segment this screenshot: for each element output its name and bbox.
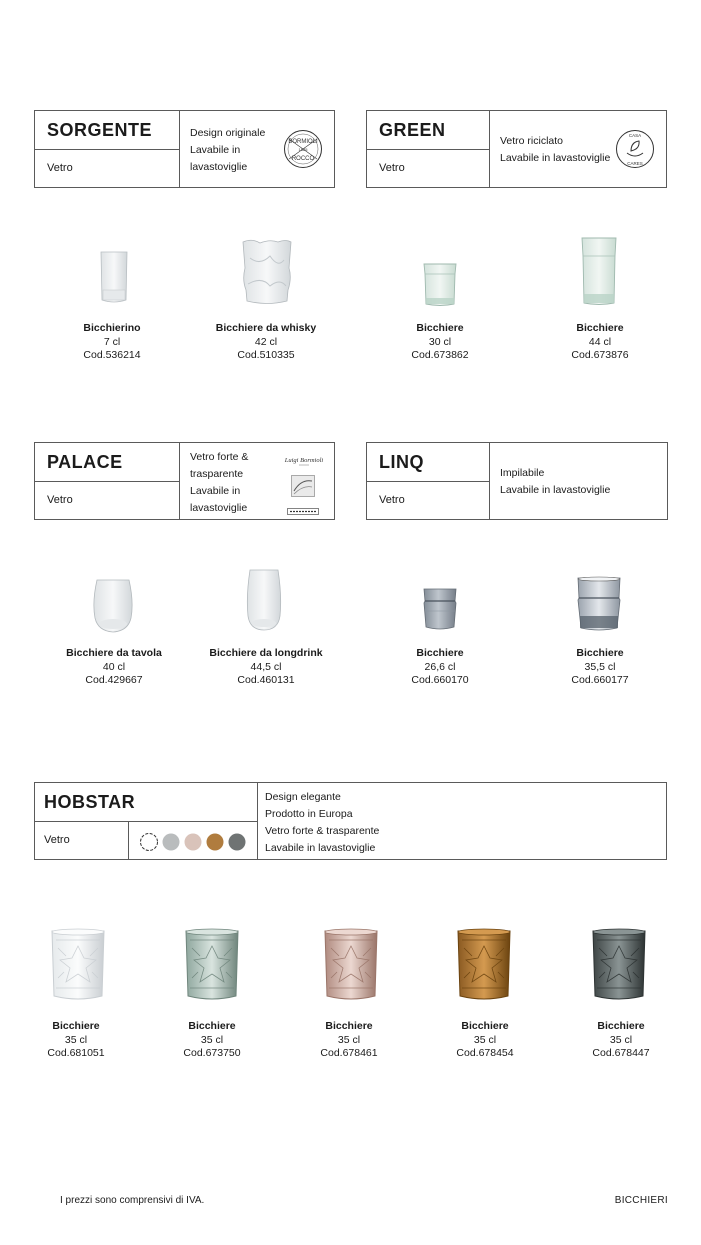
sparkle-glass-icon	[291, 475, 315, 502]
product-image-table-glass	[92, 578, 134, 634]
logo-text-year: 1825	[298, 147, 308, 152]
product-caption	[132, 1020, 292, 1061]
product-code: Cod.510335	[237, 349, 295, 361]
product-size: 42 cl	[254, 335, 278, 348]
certification-badge-icon	[287, 502, 319, 520]
linq-info-box	[366, 442, 668, 520]
product-name: Bicchiere	[325, 1020, 373, 1032]
feature-text: Lavabile in lavastoviglie	[265, 842, 376, 854]
product-code: Cod.673862	[411, 349, 469, 361]
feature-text: Lavabile in lavastoviglie	[500, 484, 611, 496]
sorgente-info-box	[34, 110, 335, 188]
logo-text-cares: CARES	[627, 161, 643, 166]
feature-text: Lavabile in	[190, 144, 241, 156]
logo-text-bormioli: BORMIOLI	[288, 139, 318, 145]
product-size: 35 cl	[609, 1033, 633, 1046]
product-caption	[520, 322, 680, 363]
feature-text: Design elegante	[265, 791, 341, 803]
product-image-bicchierino	[99, 250, 129, 305]
sorgente-left-panel	[35, 111, 180, 187]
product-caption	[360, 647, 520, 688]
product-image-hobstar-glass	[323, 928, 379, 1002]
product-image-longdrink-glass	[246, 568, 282, 632]
hobstar-features	[265, 789, 379, 857]
product-code: Cod.460131	[237, 674, 295, 686]
feature-text: Lavabile in lavastoviglie	[500, 152, 611, 164]
product-code: Cod.681051	[47, 1047, 105, 1059]
color-swatch	[229, 834, 246, 851]
green-title: GREEN	[367, 111, 489, 150]
sorgente-title: SORGENTE	[35, 111, 179, 150]
product-name: Bicchiere	[576, 647, 624, 659]
hobstar-material: Vetro	[44, 834, 70, 846]
color-divider	[128, 822, 129, 859]
product-code: Cod.678461	[320, 1047, 378, 1059]
product-size: 35 cl	[200, 1033, 224, 1046]
feature-text: Vetro forte & trasparente	[265, 825, 380, 837]
product-name: Bicchiere da tavola	[66, 647, 162, 659]
product-image-linq-glass-35cl	[576, 576, 622, 632]
product-caption	[34, 647, 194, 688]
product-code: Cod.673876	[571, 349, 629, 361]
logo-text-rocco: ROCCO	[291, 156, 315, 162]
product-size: 35,5 cl	[584, 660, 616, 673]
product-size: 40 cl	[102, 660, 126, 673]
sorgente-material: Vetro	[47, 162, 73, 174]
feature-text: Lavabile in	[190, 485, 241, 497]
product-caption	[186, 322, 346, 363]
product-size: 35 cl	[64, 1033, 88, 1046]
product-image-linq-glass-26cl	[422, 587, 458, 631]
product-name: Bicchiere	[597, 1020, 645, 1032]
bormioli-rocco-logo	[283, 129, 323, 174]
linq-material: Vetro	[379, 494, 405, 506]
product-image-hobstar-glass	[184, 928, 240, 1002]
product-image-hobstar-glass	[50, 928, 106, 1002]
feature-text: Vetro riciclato	[500, 135, 564, 147]
palace-material: Vetro	[47, 494, 73, 506]
product-caption	[541, 1020, 701, 1061]
product-image-green-glass-30cl	[422, 262, 458, 307]
product-size: 44 cl	[588, 335, 612, 348]
hobstar-info-box	[34, 782, 667, 860]
page-category: BICCHIERI	[614, 1195, 668, 1206]
color-swatch	[163, 834, 180, 851]
logo-text-casa: CASA	[628, 133, 642, 138]
luigi-bormioli-logo	[284, 453, 324, 474]
product-image-hobstar-glass	[591, 928, 647, 1002]
color-swatch	[207, 834, 224, 851]
green-left-panel	[367, 111, 490, 187]
feature-text: trasparente	[190, 468, 244, 480]
swatch-group	[139, 832, 249, 852]
product-caption	[520, 647, 680, 688]
feature-text: lavastoviglie	[190, 161, 248, 173]
product-code: Cod.536214	[83, 349, 141, 361]
linq-title: LINQ	[367, 443, 489, 482]
vat-note: I prezzi sono comprensivi di IVA.	[60, 1195, 205, 1206]
green-features	[500, 133, 610, 167]
palace-features	[190, 449, 248, 517]
product-code: Cod.660170	[411, 674, 469, 686]
feature-text: Impilabile	[500, 467, 545, 479]
product-caption	[186, 647, 346, 688]
product-code: Cod.429667	[85, 674, 143, 686]
product-size: 30 cl	[428, 335, 452, 348]
linq-left-panel	[367, 443, 490, 519]
product-size: 44,5 cl	[250, 660, 282, 673]
product-caption	[32, 322, 192, 363]
product-code: Cod.678454	[456, 1047, 514, 1059]
color-swatches	[139, 832, 249, 857]
product-name: Bicchiere	[416, 647, 464, 659]
logo-text-luigi-bormioli: Luigi Bormioli	[284, 457, 324, 464]
product-caption	[360, 322, 520, 363]
product-image-hobstar-glass	[456, 928, 512, 1002]
green-info-box	[366, 110, 667, 188]
palace-title: PALACE	[35, 443, 179, 482]
product-name: Bicchiere da whisky	[215, 322, 317, 334]
feature-text: Prodotto in Europa	[265, 808, 353, 820]
product-name: Bicchierino	[83, 322, 141, 334]
product-size: 35 cl	[473, 1033, 497, 1046]
feature-text: lavastoviglie	[190, 502, 248, 514]
hobstar-left-panel	[35, 783, 258, 859]
color-swatch	[141, 834, 158, 851]
hobstar-title: HOBSTAR	[35, 783, 257, 822]
product-code: Cod.673750	[183, 1047, 241, 1059]
product-size: 7 cl	[103, 335, 121, 348]
product-name: Bicchiere	[188, 1020, 236, 1032]
product-name: Bicchiere	[52, 1020, 100, 1032]
product-name: Bicchiere	[416, 322, 464, 334]
product-code: Cod.660177	[571, 674, 629, 686]
product-image-green-glass-44cl	[580, 236, 618, 306]
sorgente-features	[190, 125, 265, 176]
casa-cares-logo	[615, 129, 655, 174]
product-name: Bicchiere	[576, 322, 624, 334]
feature-text: Vetro forte &	[190, 451, 249, 463]
product-name: Bicchiere	[461, 1020, 509, 1032]
palace-info-box	[34, 442, 335, 520]
product-image-whisky-glass	[240, 238, 294, 306]
color-swatch	[185, 834, 202, 851]
palace-left-panel	[35, 443, 180, 519]
product-name: Bicchiere da longdrink	[209, 647, 323, 659]
product-size: 35 cl	[337, 1033, 361, 1046]
linq-features	[500, 465, 610, 499]
feature-text: Design originale	[190, 127, 266, 139]
green-material: Vetro	[379, 162, 405, 174]
product-code: Cod.678447	[592, 1047, 650, 1059]
product-size: 26,6 cl	[424, 660, 456, 673]
